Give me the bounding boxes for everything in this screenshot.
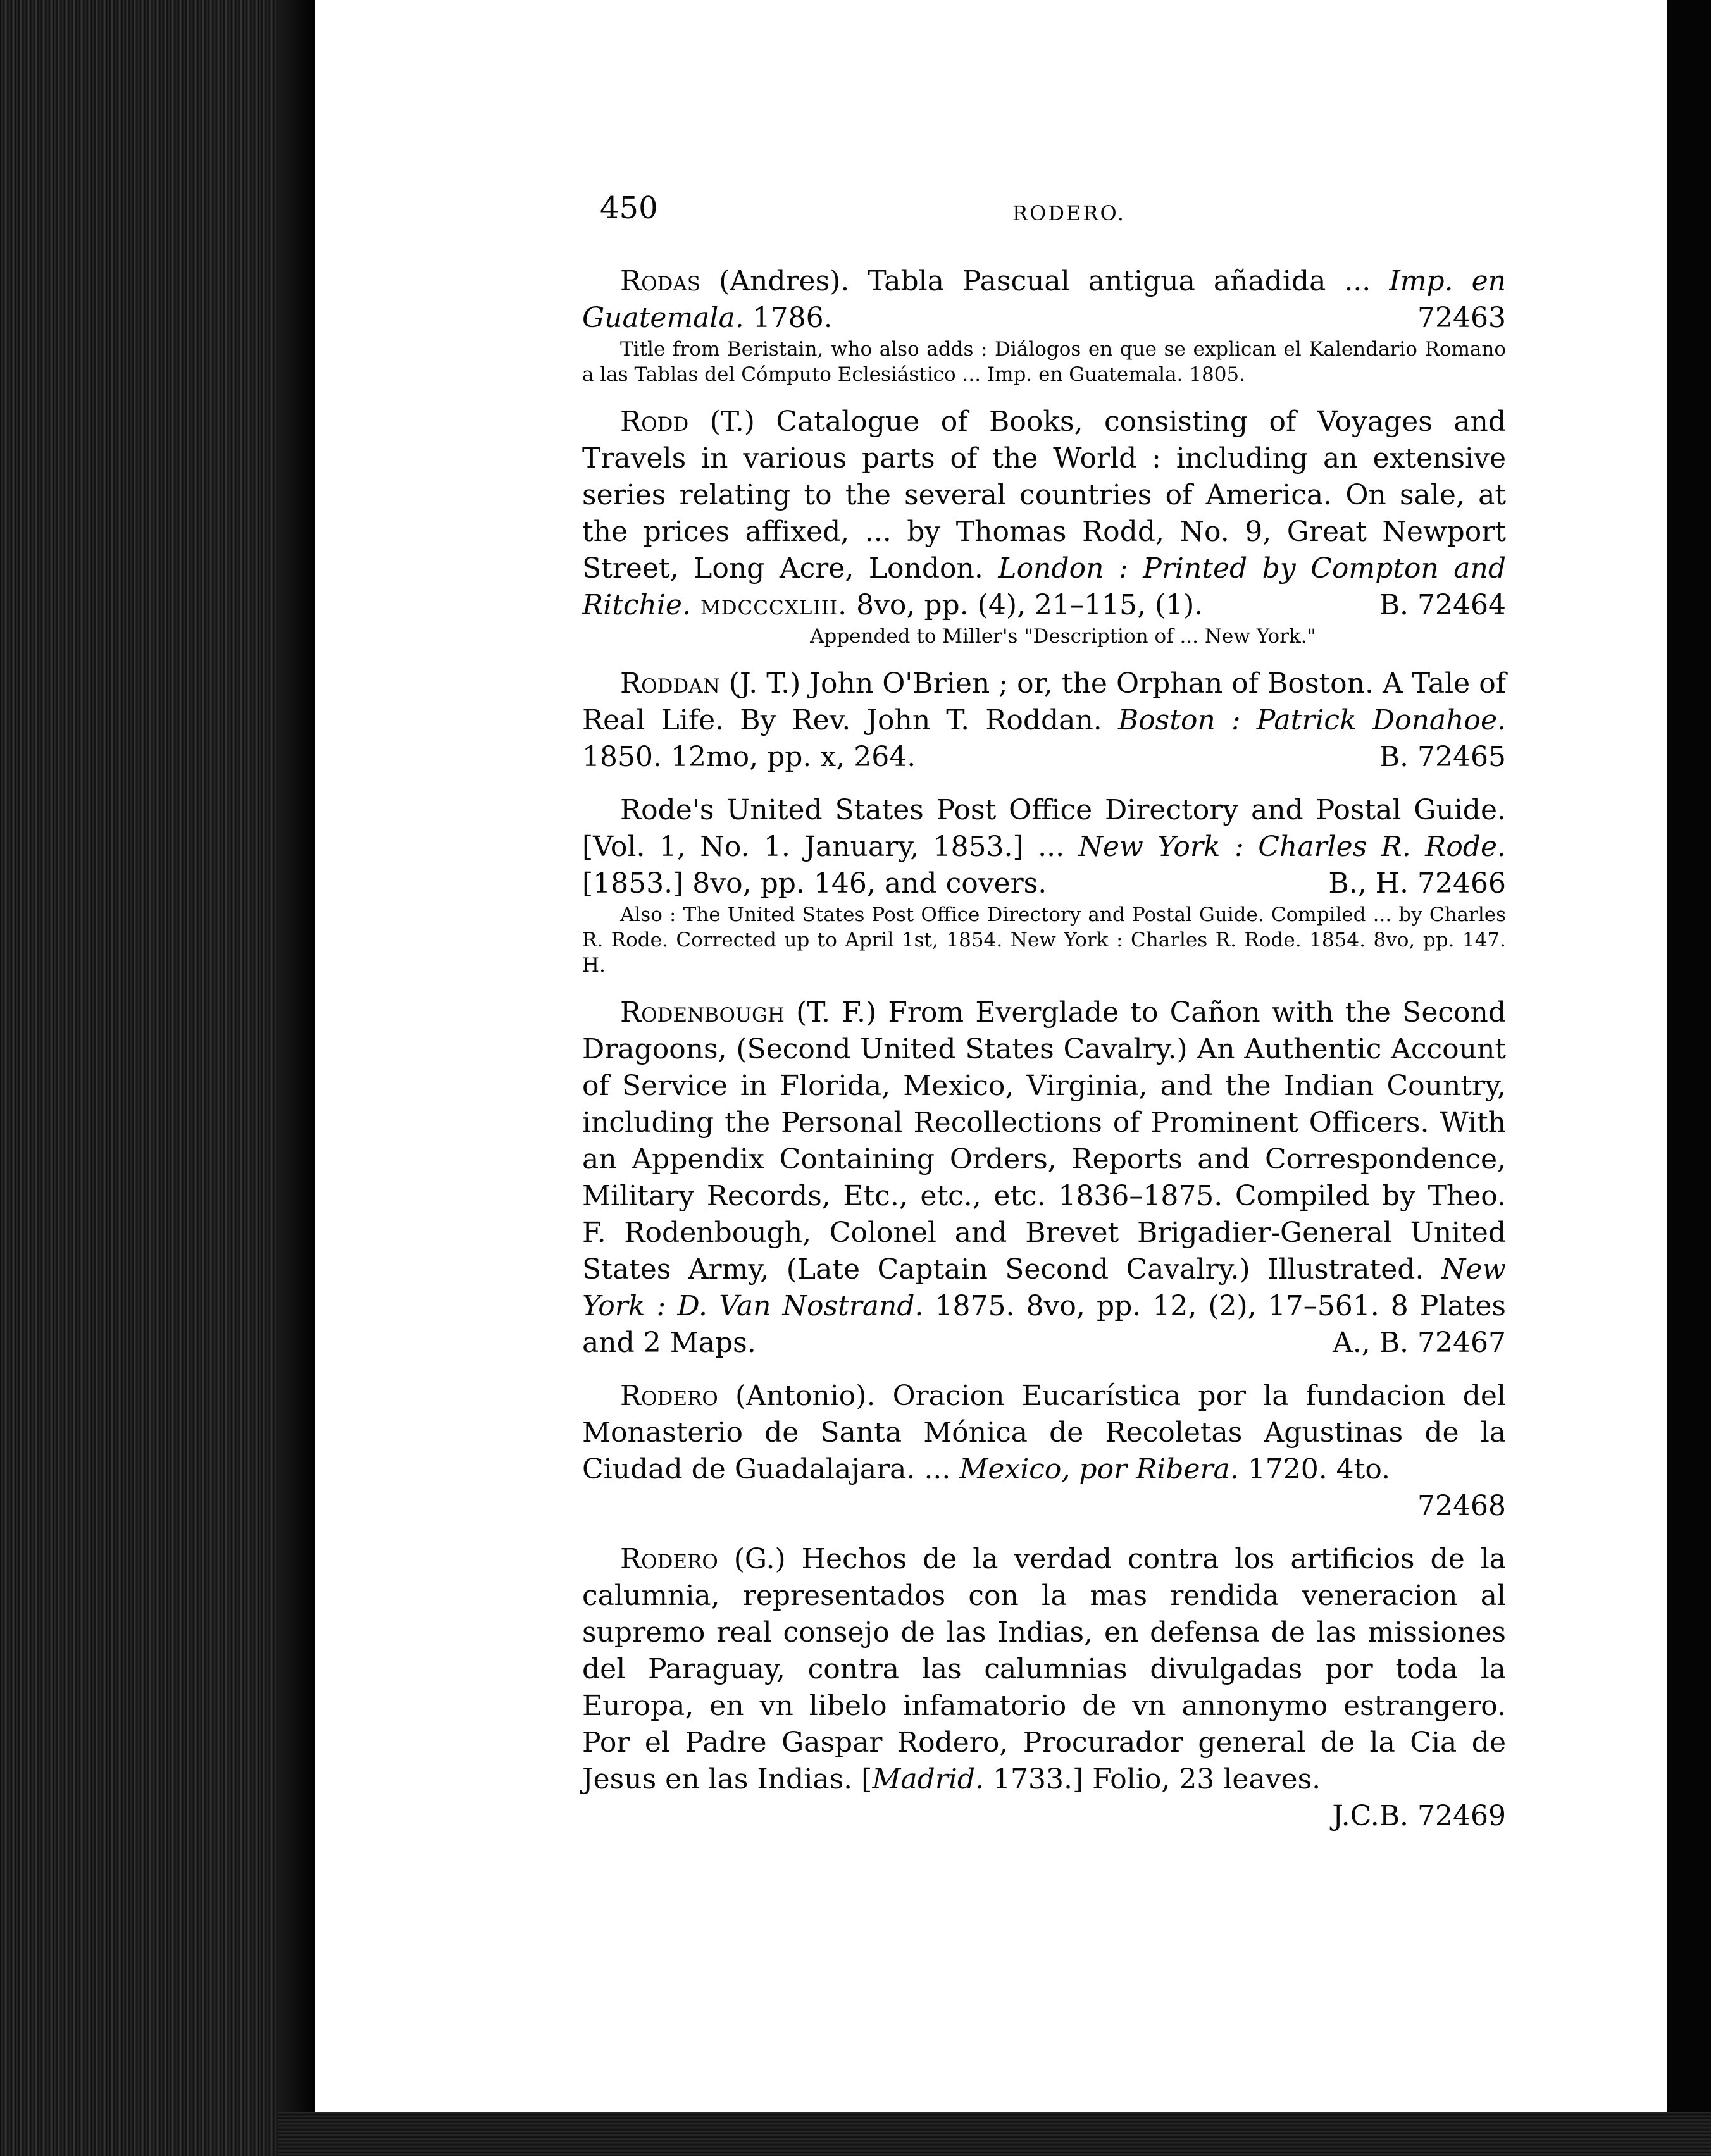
entry-heading: Rodd — [620, 406, 689, 438]
catalog-entry — [582, 263, 1506, 387]
entry-text: (T. F.) From Everglade to Cañon with the Second Dragoons, (Second United States Cavalry.) An Authentic Account of Service in Florida, Mexico, Virginia, and the Indian Country, including the Personal Recollections of Prominent Officers. With an Appendix Containing Orders, Reports and Correspondence, Military Records, Etc., etc., etc. 1836–1875. Compiled by Theo. F. Rodenbough, Colonel and Brevet Brigadier-General United States Army, (Late Captain Second Cavalry.) Illustrated. — [582, 996, 1506, 1286]
entry-heading: Rodero — [620, 1380, 718, 1412]
entry-note: Appended to Miller's "Description of ... New York." — [810, 625, 1316, 648]
catalog-entry — [582, 1541, 1506, 1835]
entry-reference-number: B., H. 72466 — [1328, 867, 1506, 900]
entry-heading: Rodenbough — [620, 996, 785, 1029]
catalog-entry — [582, 1378, 1506, 1525]
entry-date: mdcccxliii. — [690, 589, 848, 621]
entry-imprint: Madrid. — [872, 1763, 985, 1795]
entry-text: (Andres). Tabla Pascual antigua añadida ... — [700, 265, 1390, 297]
page-header — [582, 190, 1506, 247]
entry-tail: 1786. — [744, 302, 833, 334]
entry-imprint: Boston : Patrick Donahoe. — [1117, 704, 1507, 736]
entry-imprint: New York : D. Van Nostrand. — [582, 1253, 1506, 1322]
entry-text: Rode's United States Post Office Directory and Postal Guide. [Vol. 1, No. 1. January, 1853.] ... — [582, 794, 1506, 863]
entry-imprint: London : Printed by Compton and Ritchie. — [582, 552, 1507, 621]
entry-imprint: Imp. en Guatemala. — [582, 265, 1506, 334]
entry-imprint: Mexico, por Ribera. — [959, 1453, 1239, 1485]
entry-heading: Roddan — [620, 667, 720, 700]
entry-reference-number: 72463 — [1417, 302, 1506, 334]
entry-note: Title from Beristain, who also adds : Diálogos en que se explican el Kalendario Romano a las Tablas del Cómputo Eclesiástico ... Imp. en Guatemala. 1805. — [582, 338, 1506, 386]
page-number: 450 — [600, 190, 658, 226]
right-book-edge — [1667, 0, 1711, 2156]
entry-text: (Antonio). Oracion Eucarística por la fundacion del Monasterio de Santa Mónica de Recoletas Agustinas de la Ciudad de Guadalajara. ... — [582, 1380, 1506, 1485]
entry-heading: Rodero — [620, 1543, 718, 1575]
entry-imprint: New York : Charles R. Rode. — [1078, 831, 1506, 863]
entry-tail: 8vo, pp. (4), 21–115, (1). — [847, 589, 1204, 621]
catalog-entry — [582, 792, 1506, 978]
catalog-entry — [582, 666, 1506, 776]
entry-reference-number: B. 72465 — [1379, 741, 1506, 773]
entry-text: (G.) Hechos de la verdad contra los artificios de la calumnia, representados con la mas rendida veneracion al supremo real consejo de las Indias, en defensa de las missiones del Paraguay, contra las calumnias divulgadas por toda la Europa, en vn libelo infamatorio de vn annonymo estrangero. Por el Padre Gaspar Rodero, Procurador general de la Cia de Jesus en las Indias. [ — [582, 1543, 1506, 1795]
entry-reference-number: 72468 — [1417, 1490, 1506, 1522]
entry-tail: 1850. 12mo, pp. x, 264. — [582, 741, 916, 773]
entry-tail: 1733.] Folio, 23 leaves. — [984, 1763, 1321, 1795]
entry-text: (J. T.) John O'Brien ; or, the Orphan of Boston. A Tale of Real Life. By Rev. John T. Roddan. — [582, 667, 1506, 736]
entry-heading: Rodas — [620, 265, 701, 297]
catalog-entry — [582, 994, 1506, 1361]
entry-tail: 1720. 4to. — [1238, 1453, 1391, 1485]
book-gutter — [278, 0, 316, 2156]
catalog-entry — [582, 404, 1506, 649]
entry-text: (T.) Catalogue of Books, consisting of Voyages and Travels in various parts of the World : including an extensive series relating to the several countries of America. On sale, at the prices affixed, ... by Thomas Rodd, No. 9, Great Newport Street, Long Acre, London. — [582, 406, 1506, 585]
entry-reference-number: A., B. 72467 — [1332, 1327, 1506, 1359]
entry-reference-number: B. 72464 — [1379, 589, 1506, 621]
running-head: RODERO. — [1012, 201, 1126, 225]
entry-tail: [1853.] 8vo, pp. 146, and covers. — [582, 867, 1047, 900]
entry-tail: 1875. 8vo, pp. 12, (2), 17–561. 8 Plates and 2 Maps. — [582, 1290, 1507, 1359]
entry-reference-number: J.C.B. 72469 — [1332, 1800, 1506, 1832]
entry-note: Also : The United States Post Office Directory and Postal Guide. Compiled ... by Charles R. Rode. Corrected up to April 1st, 1854. New York : Charles R. Rode. 1854. 8vo, pp. 147. H. — [582, 903, 1506, 977]
page-content — [582, 190, 1506, 1835]
book-page-edges — [0, 0, 297, 2156]
bottom-book-edge — [278, 2112, 1711, 2156]
